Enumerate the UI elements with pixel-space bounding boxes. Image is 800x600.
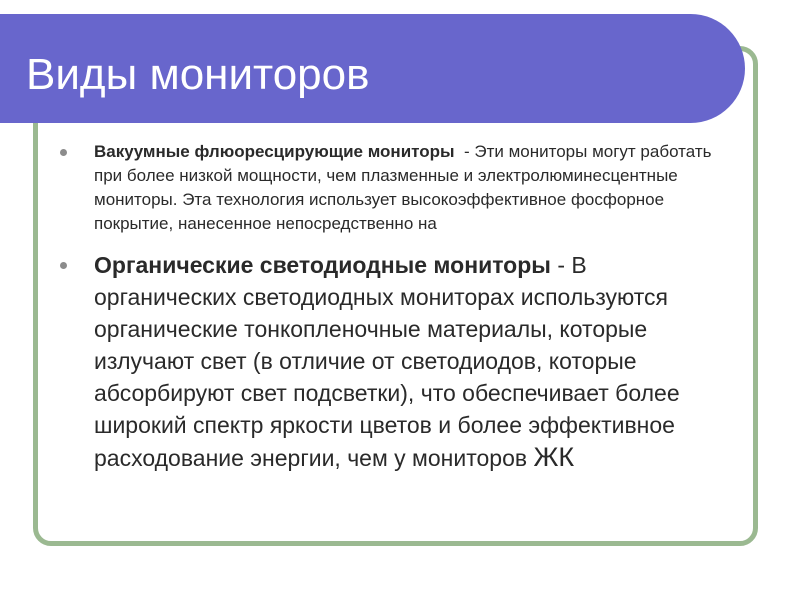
bullet-text: - В органических светодиодных мониторах используются органические тонкопленочные материалы, которые излучают свет (в отличие от светодиодов, которые абсорбируют свет подсветки), что обеспечивает более широкий спектр яркости цветов и более эффективное расходование энергии, чем у мониторов	[94, 252, 687, 471]
bullet-list	[60, 140, 730, 474]
bullet-text: - Эти мониторы могут работать при более низкой мощности, чем плазменные и электролюминесцентные мониторы. Эта технология использует высокоэффективное фосфорное покрытие, нанесенное непосредственно на	[94, 142, 717, 233]
title-bar	[0, 14, 745, 123]
bullet-last-word: ЖК	[533, 442, 575, 472]
bullet-dot-icon	[60, 262, 67, 269]
bullet-term: Органические светодиодные мониторы	[94, 252, 551, 278]
slide-title: Виды мониторов	[26, 50, 370, 99]
bullet-term: Вакуумные флюоресцирующие мониторы	[94, 142, 455, 161]
bullet-item	[60, 249, 730, 474]
bullet-dot-icon	[60, 149, 67, 156]
bullet-item	[60, 140, 730, 236]
